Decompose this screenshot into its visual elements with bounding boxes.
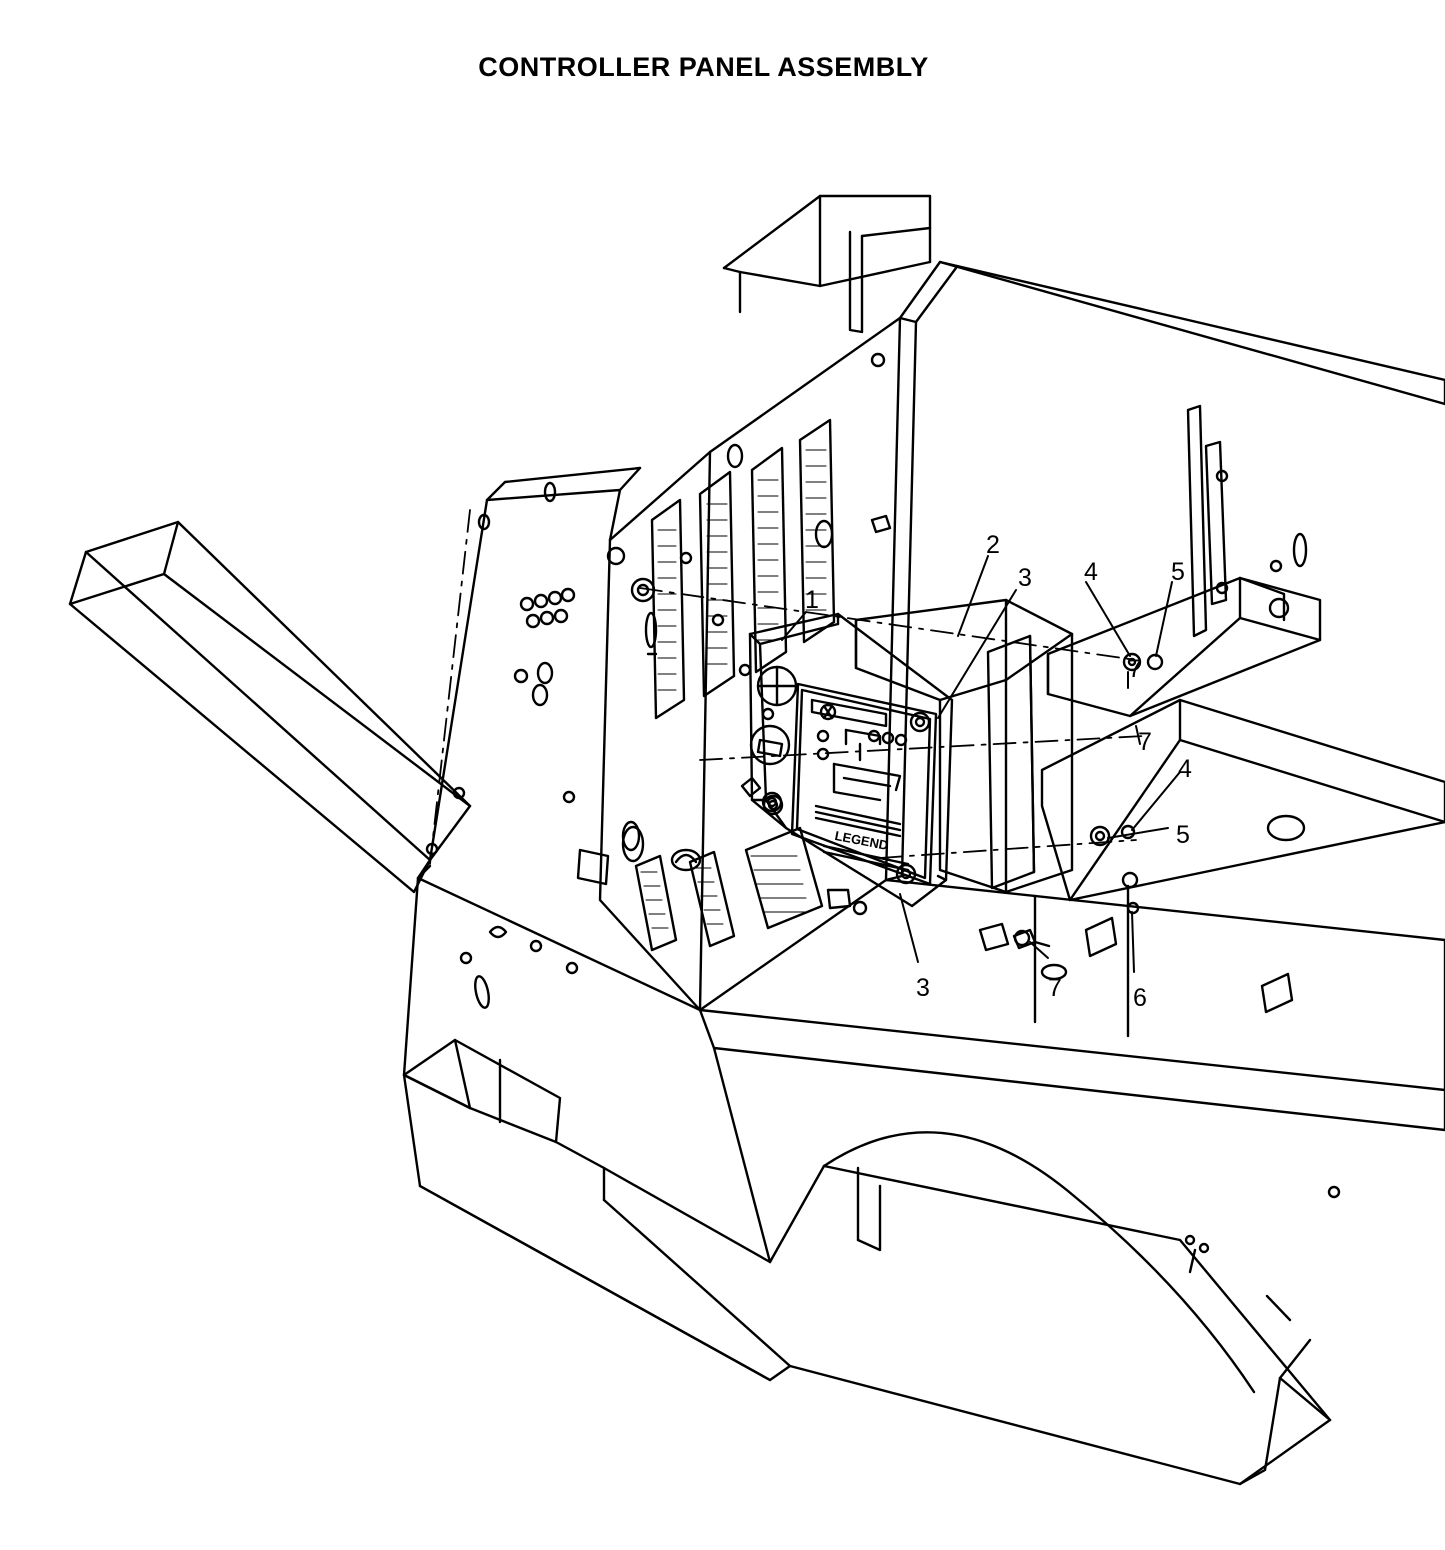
callout-4-lower: 4 [1178, 755, 1192, 783]
callout-3-lower: 3 [916, 974, 930, 1002]
callout-7-middle: 7 [1138, 728, 1152, 756]
callout-2: 2 [986, 531, 1000, 559]
callout-5-lower: 5 [1176, 821, 1190, 849]
callout-3-upper: 3 [1018, 564, 1032, 592]
callout-4-upper: 4 [1084, 558, 1098, 586]
callout-1: 1 [805, 586, 819, 614]
callout-5-upper: 5 [1171, 558, 1185, 586]
page-title-text: CONTROLLER PANEL ASSEMBLY [478, 52, 929, 82]
controller-legend-text: LEGEND [833, 827, 890, 853]
callout-7-lower: 7 [1048, 974, 1062, 1002]
callout-6: 6 [1133, 984, 1147, 1012]
callout-7-upper: 7 [1128, 655, 1142, 683]
